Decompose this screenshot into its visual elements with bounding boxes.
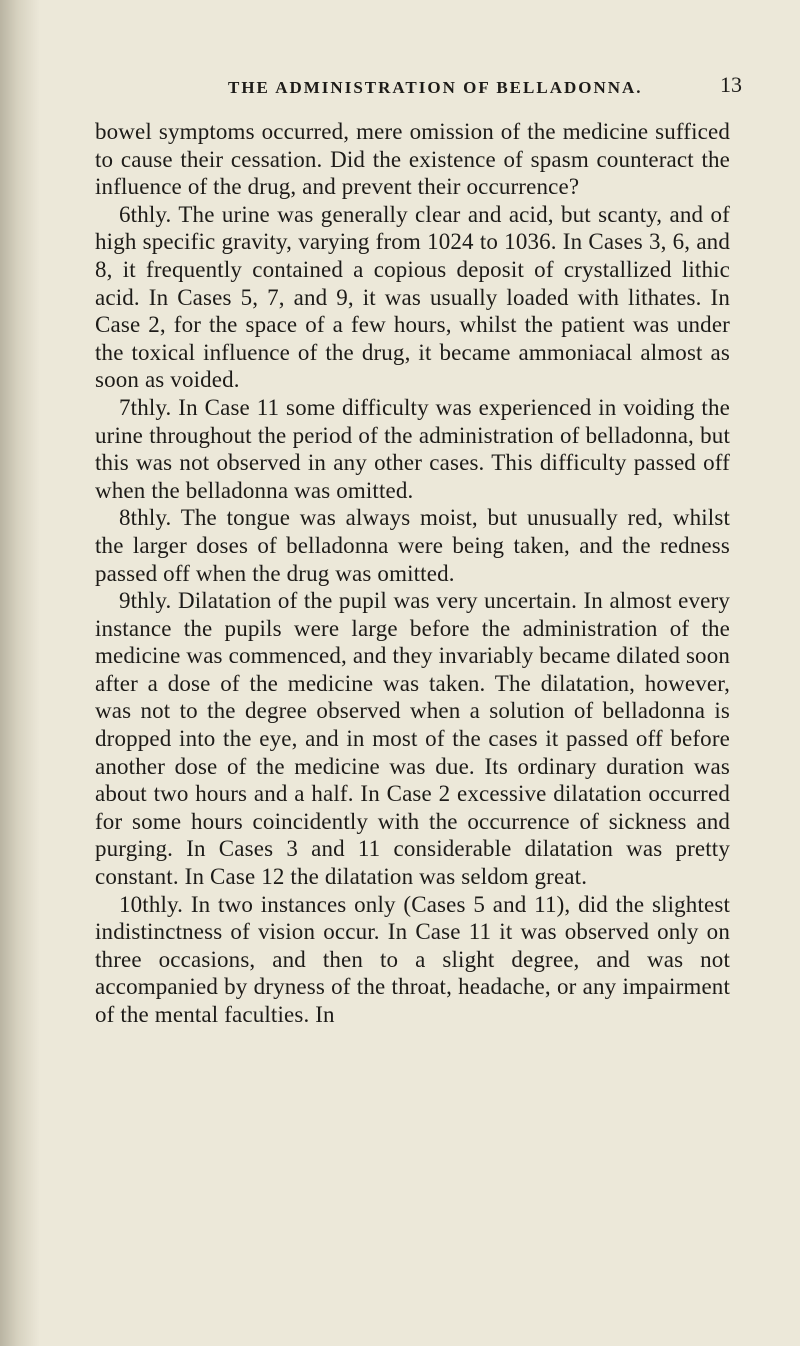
running-title: THE ADMINISTRATION OF BELLADONNA. bbox=[228, 78, 643, 97]
paragraph-sixthly: 6thly. The urine was generally clear and acid, but scanty, and of high specific gravity, varying from 1024 to 1036. In Cases 3, 6, and 8, it frequently contained a copious deposit of crystallized lithic acid. In Cases 5, 7, and 9, it was usually loaded with lithates. In Case 2, for the space of a few hours, whilst the patient was under the toxical influence of the drug, it became ammoniacal almost as soon as voided. bbox=[95, 201, 730, 393]
paragraph-tenthly: 10thly. In two instances only (Cases 5 and 11), did the slightest indistinctness of vision occur. In Case 11 it was observed only on three occasions, and then to a slight degree, and was not accompanied by dryness of the throat, headache, or any impairment of the mental faculties. In bbox=[95, 891, 730, 1027]
page-gutter-shadow bbox=[0, 0, 40, 1346]
paragraph-eighthly: 8thly. The tongue was always moist, but unusually red, whilst the larger doses of belladonna were being taken, and the redness passed off when the drug was omitted. bbox=[95, 505, 730, 586]
paragraph-ninthly: 9thly. Dilatation of the pupil was very uncertain. In almost every instance the pupils were large before the administration of the medicine was commenced, and they invariably became dilated soon after a dose of the medicine was taken. The dilatation, however, was not to the degree observed when a solution of belladonna is dropped into the eye, and in most of the cases it passed off before another dose of the medicine was due. Its ordinary duration was about two hours and a half. In Case 2 excessive dilatation occurred for some hours coincidently with the occurrence of sickness and purging. In Cases 3 and 11 considerable dilatation was pretty constant. In Case 12 the dilatation was seldom great. bbox=[95, 588, 730, 890]
paragraph-seventhly: 7thly. In Case 11 some difficulty was experienced in voiding the urine throughout the period of the administration of belladonna, but this was not observed in any other cases. This difficulty passed off when the belladonna was omitted. bbox=[95, 394, 730, 503]
page-number: 13 bbox=[720, 72, 742, 97]
body-text bbox=[95, 118, 730, 1029]
paragraph-continuation: bowel symptoms occurred, mere omission of the medicine sufficed to cause their cessation. Did the existence of spasm counteract the influence of the drug, and prevent their occurrence? bbox=[95, 119, 730, 200]
